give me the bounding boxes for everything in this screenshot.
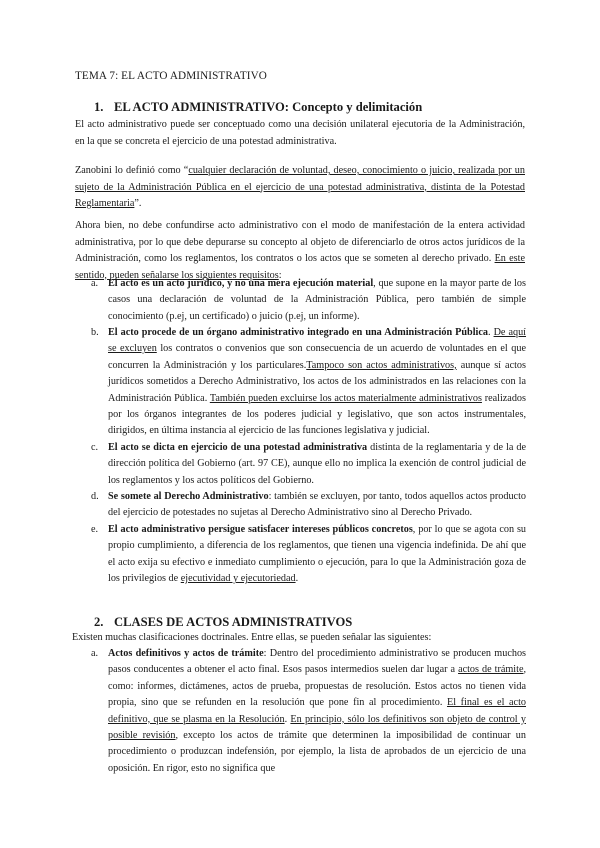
section-2-number: 2. <box>94 615 104 629</box>
item-b-text-1: . <box>487 327 494 338</box>
requirement-item-d <box>108 489 526 522</box>
zanobini-quote: cualquier declaración de voluntad, deseo, conocimiento o juicio, realizada por un sujeto de la Administración Pública en el ejercicio de una potestad administrativa, distinta de la Potestad Reglamentaria <box>75 165 525 209</box>
list-marker-d: d. <box>91 491 99 502</box>
quote-close: ”. <box>134 198 142 209</box>
quote-intro: Zanobini lo definió como “ <box>75 165 189 176</box>
section-1-paragraph-1: El acto administrativo puede ser conceptuado como una decisión unilateral ejecutoria de la Administración, en la que se concreta el ejercicio de una potestad administrativa. <box>75 119 525 147</box>
item-2a-text-2: , como: informes, dictámenes, actos de prueba, propuestas de resolución. Estos actos no tienen vida propia, sino que se refunden en la resolución que pone fin al procedimiento. <box>108 664 527 709</box>
item-d-bold: Se somete al Derecho Administrativo <box>108 491 269 502</box>
item-2a-underline-1: actos de trámite <box>458 664 524 676</box>
requirement-item-e <box>108 522 526 588</box>
item-2a-text-3: . <box>284 713 291 725</box>
requirement-item-b <box>108 325 526 440</box>
document-title: TEMA 7: EL ACTO ADMINISTRATIVO <box>75 70 267 82</box>
paragraph-3-text: Ahora bien, no debe confundirse acto administrativo con el modo de manifestación de la entera actividad administrativa, por lo que debe depurarse su concepto al objeto de diferenciarlo de otros actos jurídicos de la Administración, como los reglamentos, los contratos o los actos que se someten al derecho privado. <box>75 220 525 264</box>
item-b-text-4: realizados por los órganos integrantes de los poderes judicial y legislativo, que son actos instrumentales, dirigidos, en última instancia al ejercicio de las funciones legislativa y judicial. <box>108 392 526 437</box>
item-2a-text-1: : Dentro del procedimiento administrativo se producen muchos pasos conducentes a obtener el acto final. Esos pasos intermedios suelen dar lugar a <box>108 648 526 676</box>
section-2-intro: Existen muchas clasificaciones doctrinales. Entre ellas, se pueden señalar las siguientes: <box>72 632 432 643</box>
list-marker-2a: a. <box>91 648 99 659</box>
item-2a-underline-2: El final es el acto definitivo, que se plasma en la Resolución <box>108 697 526 725</box>
item-a-text: , que supone en la mayor parte de los casos una declaración de voluntad de la Administración Pública, pero también de simple conocimiento (p.ej, un certificado) o juicio (p.ej, un informe). <box>108 278 526 322</box>
paragraph-3-end: : <box>278 269 282 281</box>
item-e-text-1: , por lo que se agota con su propio cumplimiento, a diferencia de los reglamentos, que tienen una vigencia indefinida. De ahí que el acto exija su efectivo e inmediato cumplimiento o ejecución, para lo que la Administración goza de los privilegios de <box>108 524 527 585</box>
section-1-paragraph-3 <box>75 218 525 284</box>
section-2-title: CLASES DE ACTOS ADMINISTRATIVOS <box>114 615 353 629</box>
item-c-bold: El acto se dicta en ejercicio de una potestad administrativa <box>108 442 368 453</box>
section-1-number: 1. <box>94 100 104 114</box>
item-e-bold: El acto administrativo persigue satisfacer intereses públicos concretos <box>108 524 413 535</box>
section-1-title: EL ACTO ADMINISTRATIVO: Concepto y delimitación <box>114 100 423 114</box>
item-e-text-2: . <box>295 573 299 585</box>
item-c-text: distinta de la reglamentaria y de la de dirección política del Gobierno (art. 97 CE), aunque ello no implica la exención de control judicial de los reglamentos y los actos políticos del Gobierno. <box>108 442 526 486</box>
item-b-bold: El acto procede de un órgano administrativo integrado en una Administración Pública <box>108 327 488 338</box>
requisitos-underline: En este sentido, pueden señalarse los siguientes requisitos <box>75 253 525 281</box>
item-2a-underline-3: En principio, sólo los definitivos son objeto de control y posible revisión <box>108 713 526 742</box>
classification-item-a <box>108 646 526 777</box>
item-b-underline-2: Tampoco son actos administrativos, <box>306 359 457 371</box>
section-1-heading <box>94 100 422 115</box>
item-d-text: : también se excluyen, por tanto, todos aquellos actos producto del ejercicio de potestades no sujetas al Derecho Administrativo sino al Derecho Privado. <box>108 491 526 519</box>
item-a-bold: El acto es un acto jurídico, y no una mera ejecución material <box>108 278 374 289</box>
list-marker-c: c. <box>91 442 99 453</box>
list-marker-b: b. <box>91 327 99 338</box>
item-2a-text-4: , excepto los actos de trámite que determinen la imposibilidad de continuar un procedimiento o produzcan indefensión, por ejemplo, la lista de aprobados de un ejercicio de una oposición. En rigor, esto no significa que <box>108 730 526 774</box>
item-b-underline-1: De aquí se excluyen <box>108 327 527 355</box>
list-marker-e: e. <box>91 524 99 535</box>
list-marker-a: a. <box>91 278 99 289</box>
item-b-underline-3: También pueden excluirse los actos materialmente administrativos <box>209 392 482 404</box>
item-b-text-2: los contratos o convenios que son consecuencia de un acuerdo de voluntades en el que concurren la Administración y los particulares. <box>108 343 527 371</box>
requirement-item-a <box>108 276 526 325</box>
requirement-item-c <box>108 440 526 489</box>
section-1-paragraph-2 <box>75 163 525 213</box>
item-2a-bold: Actos definitivos y actos de trámite <box>108 648 264 659</box>
section-2-heading <box>94 615 352 630</box>
item-b-text-3: aunque sí actos jurídicos sometidos a Derecho Administrativo, los actos de los administrados en las relaciones con la Administración Pública. <box>108 359 526 404</box>
item-e-underline: ejecutividad y ejecutoriedad <box>180 573 296 585</box>
